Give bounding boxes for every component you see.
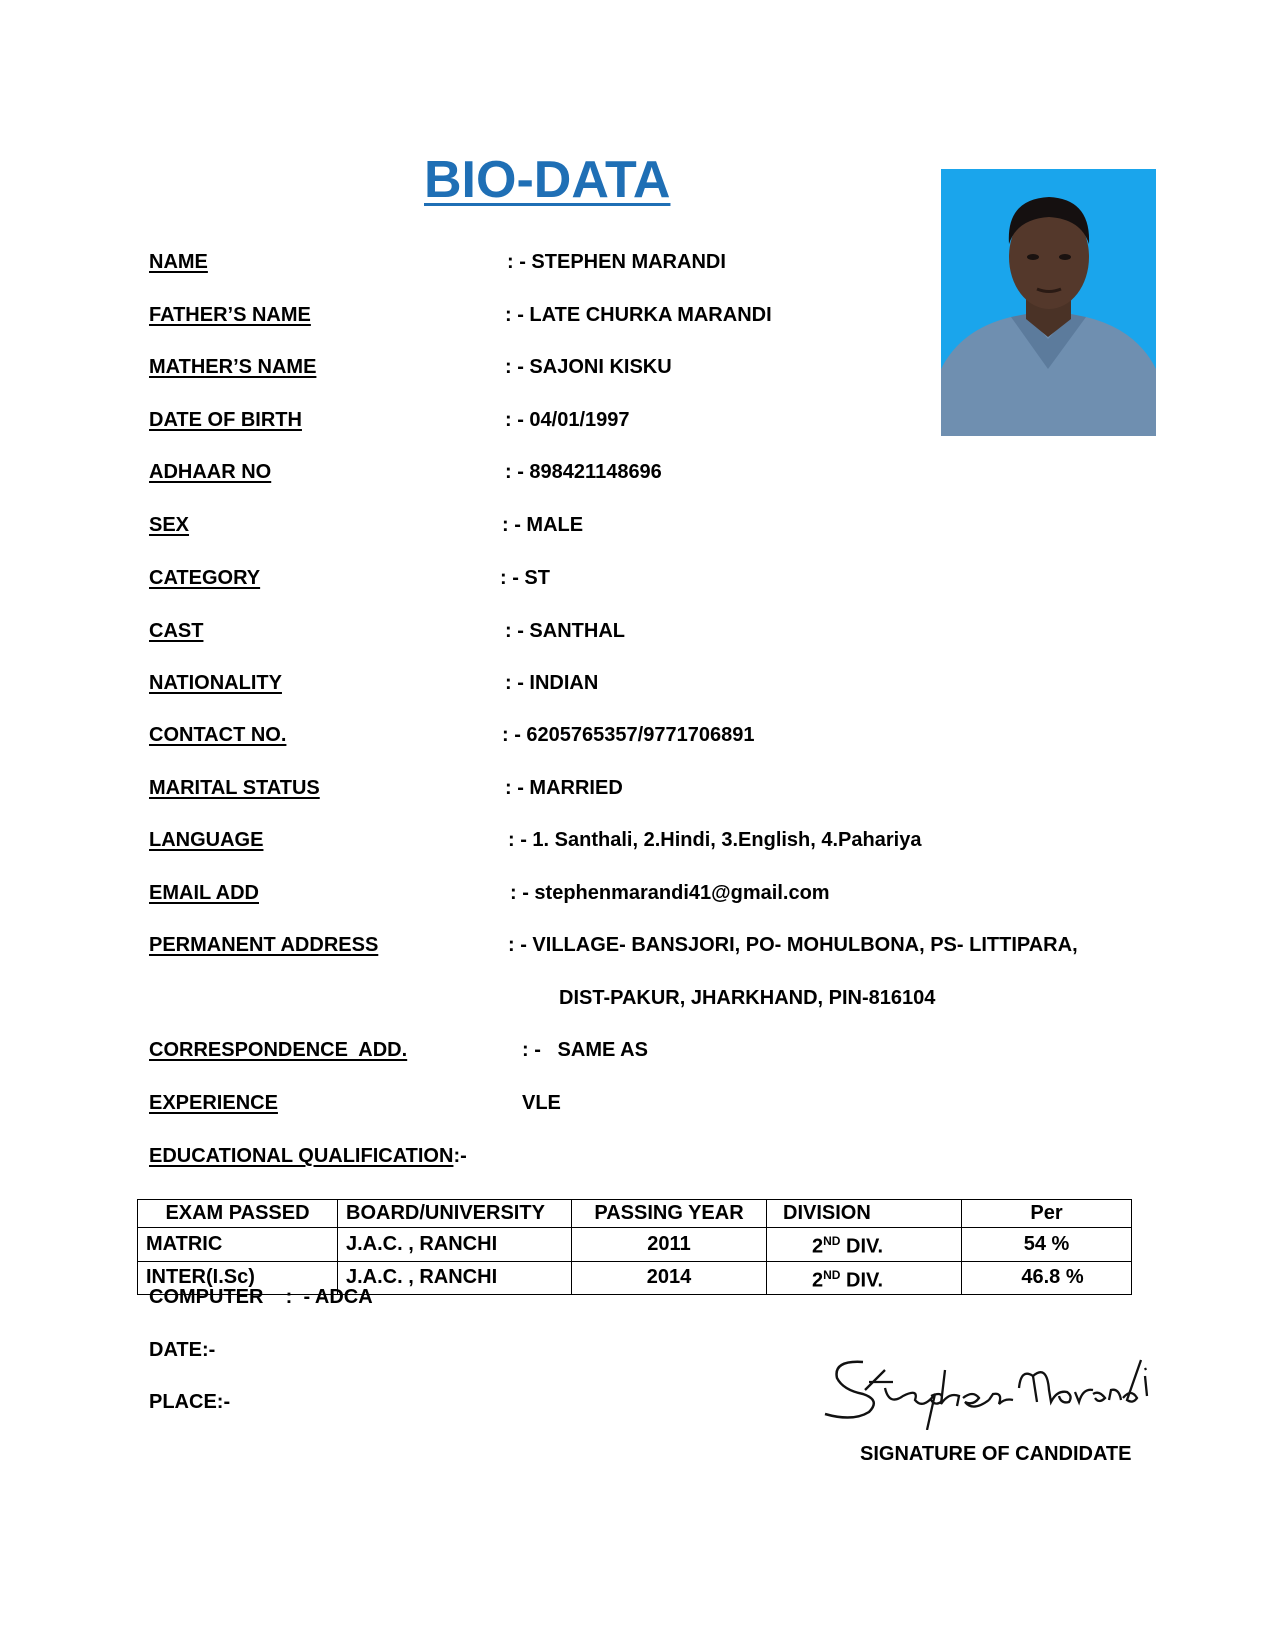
label-contact-no: CONTACT NO. xyxy=(149,724,287,746)
value-marital-status: : - MARRIED xyxy=(505,777,623,799)
cell-year: 2011 xyxy=(572,1228,767,1262)
place-label: PLACE:- xyxy=(149,1391,231,1413)
computer-qualification: COMPUTER : - ADCA xyxy=(149,1286,373,1308)
header-passing-year: PASSING YEAR xyxy=(572,1200,767,1228)
value-category: : - ST xyxy=(500,567,550,589)
value-permanent-address: : - VILLAGE- BANSJORI, PO- MOHULBONA, PS- LITTIPARA, xyxy=(508,934,1078,956)
label-experience: EXPERIENCE xyxy=(149,1092,278,1114)
label-marital-status: MARITAL STATUS xyxy=(149,777,320,799)
header-exam-passed: EXAM PASSED xyxy=(138,1200,338,1228)
label-name: NAME xyxy=(149,251,208,273)
value-name: : - STEPHEN MARANDI xyxy=(507,251,726,273)
signature-caption: SIGNATURE OF CANDIDATE xyxy=(860,1443,1132,1465)
division-text: DIV. xyxy=(840,1235,884,1258)
value-correspondence-address: : - SAME AS xyxy=(522,1039,648,1061)
label-permanent-address: PERMANENT ADDRESS xyxy=(149,934,379,956)
value-language: : - 1. Santhali, 2.Hindi, 3.English, 4.Pahariya xyxy=(508,829,922,851)
signature-image xyxy=(823,1340,1163,1430)
division-text: DIV. xyxy=(840,1269,884,1292)
table-header-row xyxy=(138,1200,1132,1228)
value-contact-no: : - 6205765357/9771706891 xyxy=(502,724,755,746)
value-nationality: : - INDIAN xyxy=(505,672,599,694)
value-date-of-birth: : - 04/01/1997 xyxy=(505,409,630,431)
value-permanent-address-line2: DIST-PAKUR, JHARKHAND, PIN-816104 xyxy=(559,987,936,1009)
value-experience: VLE xyxy=(522,1092,561,1114)
education-table xyxy=(137,1199,1132,1295)
education-heading xyxy=(149,1145,467,1168)
cell-exam: MATRIC xyxy=(138,1228,338,1262)
value-sex: : - MALE xyxy=(502,514,584,536)
division-suffix: ND xyxy=(823,1234,841,1248)
label-nationality: NATIONALITY xyxy=(149,672,282,694)
label-mothers-name: MATHER’S NAME xyxy=(149,356,317,378)
value-adhaar-no: : - 898421148696 xyxy=(505,461,662,483)
division-number: 2 xyxy=(812,1269,824,1292)
division-suffix: ND xyxy=(823,1267,841,1282)
value-cast: : - SANTHAL xyxy=(505,620,625,642)
label-language: LANGUAGE xyxy=(149,829,264,851)
header-percent: Per xyxy=(962,1200,1132,1228)
label-fathers-name: FATHER’S NAME xyxy=(149,304,311,326)
value-email: : - stephenmarandi41@gmail.com xyxy=(510,882,830,904)
cell-division xyxy=(767,1228,962,1262)
table-row xyxy=(138,1228,1132,1262)
education-heading-text: EDUCATIONAL QUALIFICATION xyxy=(149,1145,454,1167)
label-correspondence-address: CORRESPONDENCE ADD. xyxy=(149,1039,408,1061)
date-label: DATE:- xyxy=(149,1339,216,1361)
header-division: DIVISION xyxy=(767,1200,962,1228)
label-email: EMAIL ADD xyxy=(149,882,259,904)
value-fathers-name: : - LATE CHURKA MARANDI xyxy=(505,304,772,326)
label-adhaar-no: ADHAAR NO xyxy=(149,461,272,483)
cell-percent: 46.8 % xyxy=(962,1261,1132,1295)
division-number: 2 xyxy=(812,1235,824,1258)
cell-board: J.A.C. , RANCHI xyxy=(338,1228,572,1262)
candidate-photo xyxy=(941,169,1156,436)
header-board-university: BOARD/UNIVERSITY xyxy=(338,1200,572,1228)
person-portrait-icon xyxy=(941,169,1156,436)
cell-board: J.A.C. , RANCHI xyxy=(338,1261,572,1295)
label-sex: SEX xyxy=(149,514,190,536)
cell-year: 2014 xyxy=(572,1261,767,1295)
label-cast: CAST xyxy=(149,620,204,642)
education-heading-suffix: :- xyxy=(453,1145,467,1167)
page-title: BIO-DATA xyxy=(424,151,671,209)
signature-icon xyxy=(823,1340,1163,1430)
label-date-of-birth: DATE OF BIRTH xyxy=(149,409,302,431)
cell-division xyxy=(767,1261,962,1295)
cell-exam: INTER(I.Sc) xyxy=(138,1261,338,1295)
label-category: CATEGORY xyxy=(149,567,261,589)
value-mothers-name: : - SAJONI KISKU xyxy=(505,356,672,378)
cell-percent: 54 % xyxy=(962,1228,1132,1262)
